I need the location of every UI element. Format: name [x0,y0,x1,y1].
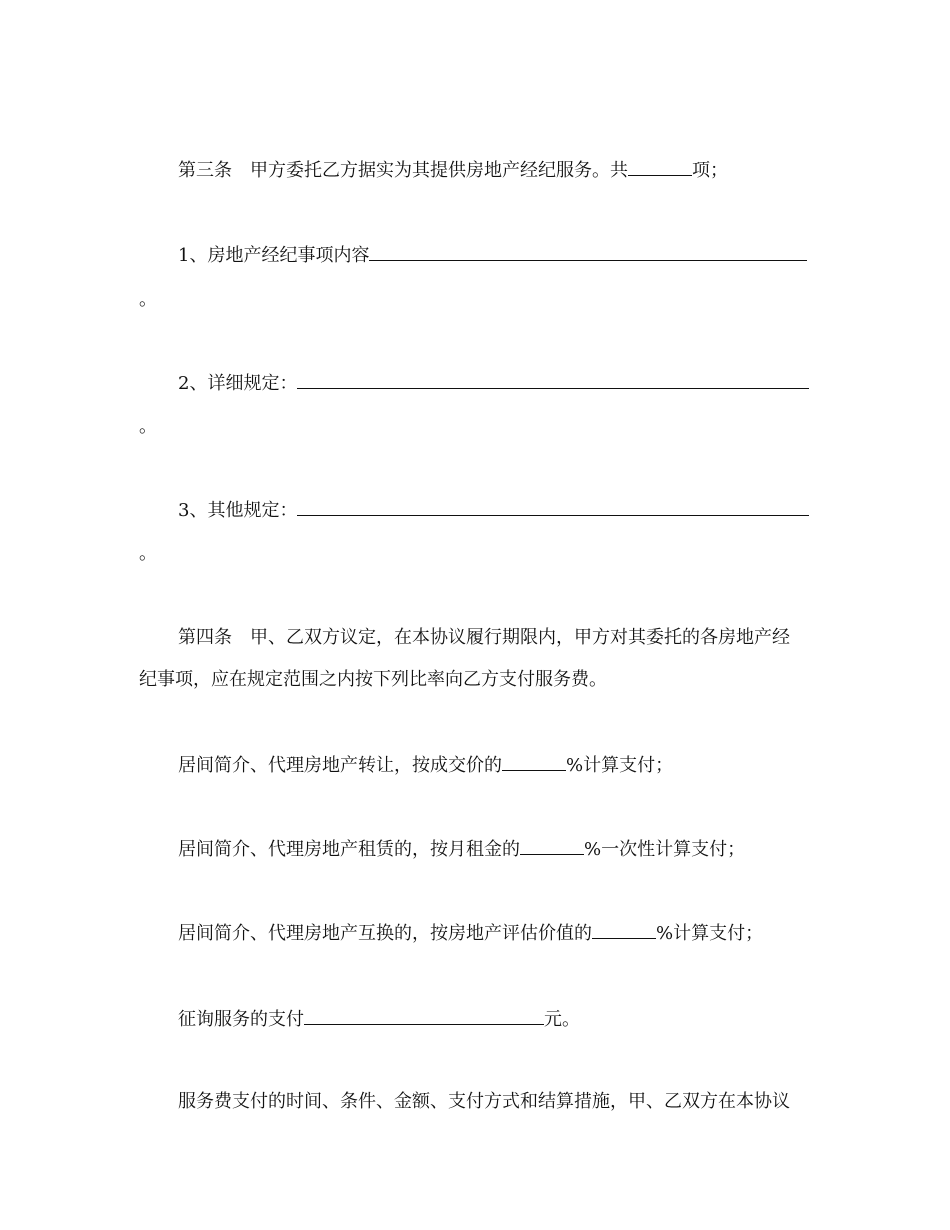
item-3-row [178,497,809,521]
article3-suffix: 项； [692,160,728,181]
item-1-end: 。 [139,289,157,310]
fee-exchange-blank[interactable] [592,920,656,939]
item-1-label: 1、房地产经纪事项内容 [178,245,370,266]
item-3-blank[interactable] [297,497,809,516]
article4-line-1: 第四条 甲、乙双方议定，在本协议履行期限内，甲方对其委托的各房地产经 [178,627,790,648]
article3-heading [178,157,728,181]
fee-lease-row [178,836,745,860]
item-2-end: 。 [139,416,157,437]
item-2-row [178,370,809,394]
item-2-blank[interactable] [297,370,809,389]
item-3-end: 。 [139,543,157,564]
fee-lease-text: 居间简介、代理房地产租赁的，按月租金的 [178,839,520,860]
fee-transfer-text: 居间简介、代理房地产转让，按成交价的 [178,755,502,776]
fee-consult-row [178,1006,580,1030]
fee-lease-blank[interactable] [520,836,584,855]
item-count-blank[interactable] [628,157,692,176]
fee-exchange-text: 居间简介、代理房地产互换的，按房地产评估价值的 [178,923,592,944]
fee-consult-blank[interactable] [304,1006,544,1025]
item-1-row [178,242,807,266]
item-3-label: 3、其他规定： [178,500,298,521]
article3-text: 第三条 甲方委托乙方据实为其提供房地产经纪服务。共 [178,160,628,181]
fee-transfer-suffix: %计算支付； [566,755,674,776]
article4-line-2: 纪事项，应在规定范围之内按下列比率向乙方支付服务费。 [139,669,607,690]
payment-line-1: 服务费支付的时间、条件、金额、支付方式和结算措施，甲、乙双方在本协议 [178,1091,790,1112]
fee-lease-suffix: %一次性计算支付； [584,839,746,860]
fee-consult-text: 征询服务的支付 [178,1009,304,1030]
fee-transfer-row [178,752,673,776]
item-2-label: 2、详细规定： [178,373,298,394]
fee-exchange-suffix: %计算支付； [656,923,764,944]
fee-exchange-row [178,920,763,944]
fee-transfer-blank[interactable] [502,752,566,771]
item-1-blank[interactable] [369,242,807,261]
fee-consult-suffix: 元。 [544,1009,580,1030]
